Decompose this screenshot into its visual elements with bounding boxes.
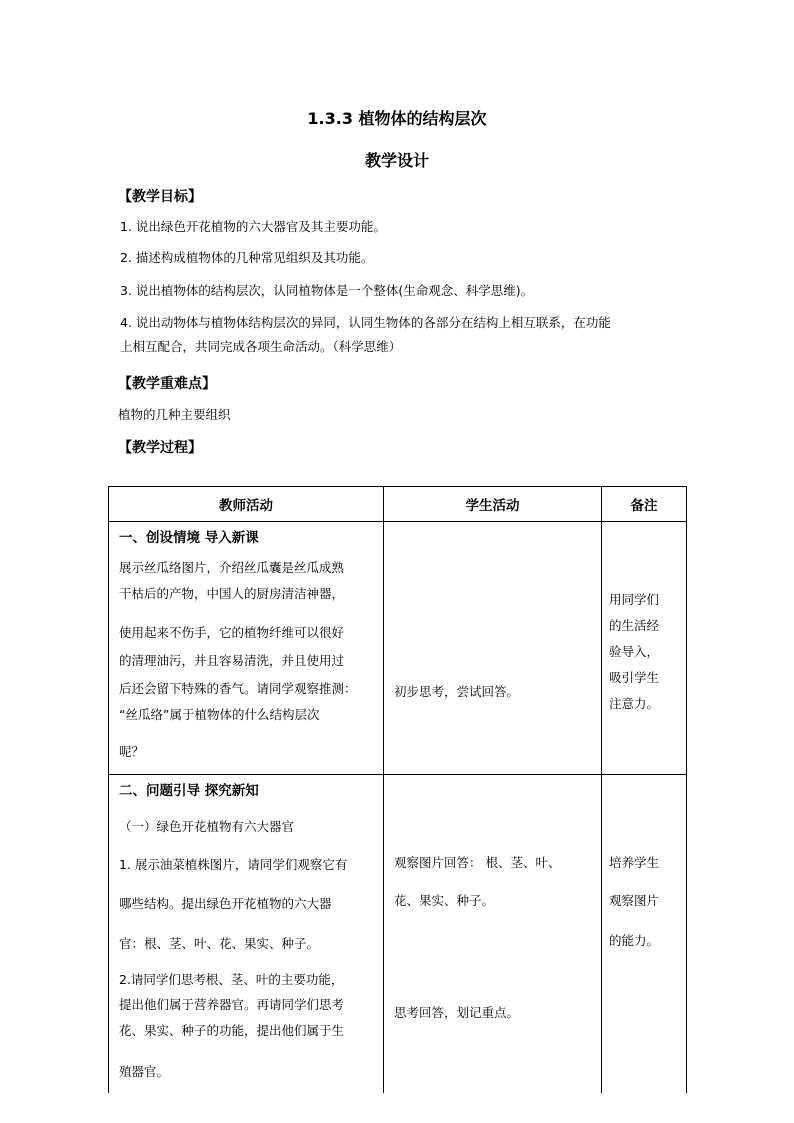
cell-line: “丝瓜络”属于植物体的什么结构层次 [119, 707, 320, 722]
objective-item: 4. 说出动物体与植物体结构层次的异同，认同生物体的各部分在结构上相互联系，在功能 [120, 315, 611, 330]
key-points-heading: 【教学重难点】 [118, 376, 216, 392]
cell-line: 的能力。 [609, 933, 660, 948]
objective-item: 1. 说出绿色开花植物的六大器官及其主要功能。 [120, 219, 386, 234]
key-points-text: 植物的几种主要组织 [118, 407, 231, 422]
student-activity-cell [384, 522, 602, 775]
cell-line: 观察图片回答： 根、茎、叶、 [394, 855, 561, 870]
cell-line: 的清理油污，并且容易清洗，并且使用过 [119, 653, 345, 668]
table-header-row [109, 487, 687, 522]
cell-line: 官：根、茎、叶、花、果实、种子。 [119, 936, 320, 951]
objectives-heading: 【教学目标】 [118, 189, 202, 205]
cell-line: 1. 展示油菜植株图片，请同学们观察它有 [119, 857, 348, 872]
cell-line: 展示丝瓜络图片，介绍丝瓜囊是丝瓜成熟 [119, 560, 345, 575]
process-heading: 【教学过程】 [118, 440, 202, 456]
column-header-note: 备注 [602, 487, 687, 522]
cell-line: 花、果实、种子。 [394, 893, 495, 908]
table-row [109, 775, 687, 1094]
cell-line: 后还会留下特殊的香气。请同学观察推测： [119, 681, 357, 696]
section-heading: 二、问题引导 探究新知 [119, 783, 259, 799]
cell-line: 提出他们属于营养器官。再请同学们思考 [119, 997, 345, 1012]
cell-line: 呢？ [119, 744, 145, 759]
note-cell [602, 775, 687, 1094]
column-header-student: 学生活动 [384, 487, 602, 522]
document-subtitle: 教学设计 [364, 151, 429, 170]
section-heading: 一、创设情境 导入新课 [119, 530, 259, 546]
cell-line: 用同学们 [609, 592, 660, 607]
cell-line: 花、果实、种子的功能，提出他们属于生 [119, 1023, 345, 1038]
cell-line: 观察图片 [609, 893, 660, 908]
sub-heading: （一）绿色开花植物有六大器官 [119, 819, 295, 834]
objective-item: 2. 描述构成植物体的几种常见组织及其功能。 [120, 250, 374, 265]
table-row [109, 522, 687, 775]
cell-line: 初步思考，尝试回答。 [394, 684, 520, 699]
student-activity-cell [384, 775, 602, 1094]
cell-line: 注意力。 [609, 696, 660, 711]
cell-line: 的生活经 [609, 618, 660, 633]
cell-line: 殖器官。 [119, 1064, 170, 1079]
cell-line: 哪些结构。提出绿色开花植物的六大器 [119, 896, 332, 911]
cell-line: 吸引学生 [609, 670, 660, 685]
teacher-activity-cell [109, 522, 384, 775]
cell-line: 培养学生 [609, 855, 660, 870]
cell-line: 2.请同学们思考根、茎、叶的主要功能， [119, 972, 344, 987]
objective-item-continued: 上相互配合，共同完成各项生命活动。（科学思维） [120, 339, 402, 354]
cell-line: 思考回答，划记重点。 [394, 1005, 520, 1020]
column-header-teacher: 教师活动 [109, 487, 384, 522]
cell-line: 验导入， [609, 644, 660, 659]
note-cell [602, 522, 687, 775]
objective-item: 3. 说出植物体的结构层次，认同植物体是一个整体(生命观念、科学思维)。 [120, 283, 534, 298]
teaching-process-table [108, 486, 687, 1093]
teacher-activity-cell [109, 775, 384, 1094]
cell-line: 干枯后的产物，中国人的厨房清洁神器， [119, 586, 345, 601]
document-title: 1.3.3 植物体的结构层次 [307, 109, 487, 128]
cell-line: 使用起来不伤手，它的植物纤维可以很好 [119, 625, 345, 640]
